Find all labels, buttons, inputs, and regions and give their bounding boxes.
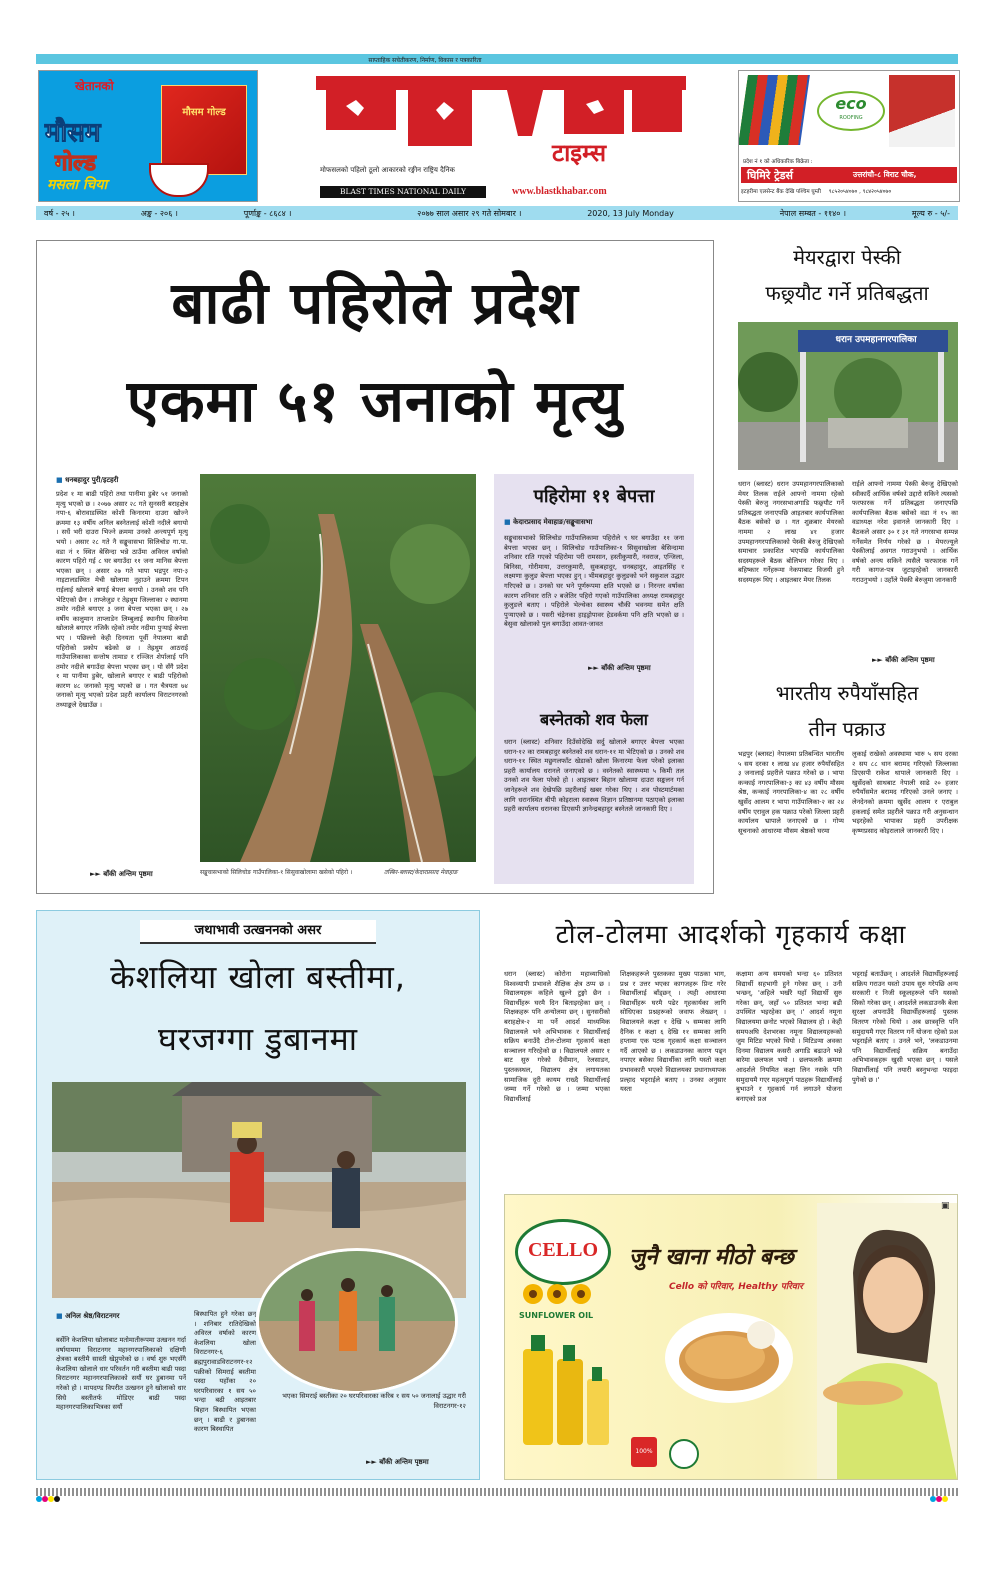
- homework-col2: शिक्षकहरूले पुस्तकका मुख्य पाठका भाग, प्रश्न र उत्तर भएका कागजहरू प्रिन्ट गरेर विद्यार्थीलाई बाँड्छन् । त्यही आधारमा विद्यार्थीहरू घरमै पढेर गृहकार्यका लागि सोधिएका प्रश्नहरूको जवाफ लेख्छन् । विद्यालयले कक्षा १ देखि ५ सम्मका लागि दैनिक र कक्षा ६ देखि ११ सम्मका लागि हप्तामा एक पटक गृहकार्य कक्षा सञ्चालन गर्दै आएको छ । लकडाउनका कारण पढ्न नपाएर बसेका विद्यार्थीका लागि यस्तो कक्षा प्रभावकारी भएको विद्यालयका प्रधानाध्यापक प्रल्हाद भट्टराईले बताए । उनका अनुसार यस्ता: [620, 970, 726, 1094]
- ad-product-1: मौसम: [45, 118, 101, 148]
- eco-logo-sub: ROOFING: [839, 115, 863, 121]
- ad-brand: खेतानको: [75, 79, 114, 93]
- sidebar-body-2: धरान (ब्लास्ट) शनिवार दिउँसोदेखि सर्दु खोलाले बगाएर बेपत्ता भएका धरान-१२ का रामबहादुर बस्नेतको शव धरान-११ मा भेटिएको छ । उनको शव धरान-११ स्थित मछुगलफाँट खेडाको खोला किनारमा फेला परेको इलाका प्रहरी कार्यालय धरानले जनाएको छ । वस्नेतको स्वास्थ्यमा ५ किमी तल उनको शव फेला परेको हो । आइतबार बिहान खोलामा दाउरा सङ्कलन गर्न जानेहरूले शव देखेपछि प्रहरीलाई खबर गरेका थिए । शव पोस्टमार्टमका लागि धरानस्थित बीपी कोइराला स्वास्थ्य विज्ञान प्रतिष्ठानमा पठाएको इलाका प्रहरी कार्यालय धरानका डिएसपी ज्ञानेन्द्रबहादुर बस्नेतले जानकारी दिए ।: [504, 738, 684, 814]
- lead-byline: ■ धनबहादुर पुरी/इटहरी: [56, 476, 118, 485]
- rupee-headline-line2: तीन पक्राउ: [808, 717, 886, 741]
- masthead-english-name: BLAST TIMES NATIONAL DAILY: [320, 186, 486, 198]
- flood-inset-art: [259, 1251, 455, 1391]
- ad-company-strip: [741, 167, 957, 183]
- rupee-body-col2: लुकाई राखेको अवस्थामा भारु ५ सय दरका २ सय ८८ थान बरामद गरिएको जिल्लाका डिएसपी राकेश थापाले जानकारी दिए । खुर्सेदको साथबाट नेपाली साढे २० हजार रुपैयाँसमेत बरामद गरिएको उनले जनाए । लेनदेनको क्रममा खुर्सेद आलम र एराबुल हकलाई समेत प्रहरीले पक्राउ गरी अनुसन्धान भइरहेको भापाका प्रहरी उपरीक्षक कृष्णप्रसाद कोइरालाले जानकारी दिए ।: [852, 750, 958, 835]
- masthead-logo: [316, 66, 686, 166]
- lead-body: प्रदेश १ मा बाढी पहिरो तथा पानीमा डुबेर ५१ जनाको मृत्यु भएको छ । २०७७ असार २८ गते सुनसरी बराहक्षेत्र नपा-६ बोरावाडस्थित कोशी किनारमा दाउरा खोज्ने क्रममा १३ वर्षीय अनिल बस्नेतलाई कोशी नदीले बगायो । सधैं भरी दाउरा भिज्ने क्रममा उनको अन्त्यपूर्ण मृत्यु भयो । असार २८ गते नै सङ्खुवासभा सिलिचोङ गा.पा. वडा नं १ स्थित बेसिन्दा भन्ने ठाउँमा अविरल वर्षाको कारण पहिरो गई ८ घर बगाउँदा ११ जना मानिस बेपत्ता भएका छन् । असार २७ गते भापा भद्रपुर नपा-३ नाइटालडस्थित मेची खोलामा नुहाउने क्रममा टिपन राईलाई खोलाले बगाई बेपत्ता बनायो । उनको शव पनि भेटिएको छैन । ताप्लेजुङ र तेह्रथुम जिल्लाका २ स्थानमा तमोर नदीले बगाएर ३ जना बेपत्ता भएका छन् । २७ वर्षीय कालुमान ताप्लाडेन लिम्बुलाई स्थानीय सिजनेमा खोलाले बगाएर नजिकै रहेको तमोर नदीमा पुऱ्याई बेपत्ता भए । पछिल्लो केही दिनयता पूर्वी नेपालमा बाढी पहिरोको प्रकोप बढेको छ । तेह्रथुम आठराई गाउँपालिकाका सन्तोष तामाङ र रञ्जित शेर्पालाई पनि तमोर नदीले बगाउँदा बेपत्ता भएका छन् । यो सँगै प्रदेश १ मा पानीमा डुबेर, खोलाले बगाएर र बाढी पहिरोको कारण ४८ जनाको मृत्यु भएको छ । गत चैत्रयता ७४ जनाको मृत्यु भएको प्रदेश प्रहरी कार्यालय विराटनगरको तथ्याङ्कले देखाउँछ ।: [56, 490, 188, 710]
- tea-pack: [161, 85, 247, 175]
- flood-inset-photo: [256, 1248, 458, 1394]
- eco-logo-text: eco: [835, 94, 867, 113]
- mayor-headline-line1: मेयरद्वारा पेस्की: [793, 245, 901, 269]
- english-date: 2020, 13 July Monday: [587, 208, 674, 218]
- cello-slogan: जुनै खाना मीठो बन्छ: [629, 1244, 794, 1270]
- logo-art: [316, 66, 686, 166]
- mayor-body-col1: धरान (ब्लास्ट) धरान उपमहानगरपालिकाको मेयर तिलक राईले आफ्नो नाममा रहेको पेस्की बेरुजु नगरसभाअगाडि फछ्र्यौट गर्ने प्रतिबद्धता जनाएपछि आइतबार कार्यपालिका बैठक बसेको छ । गत शुक्रबार मेयरको नाममा २ लाख ४१ हजार उपमहानगरपालिकाको पेस्की बेरुजु देखिएको समाचार प्रकाशित भएपछि कार्यपालिका सदस्यहरूले बैठक बोलिभन गरेका थिए । बहिष्कार गर्नेहरूमा नेकपाबाट विजयी हुने सदस्यहरू थिए । आइतबार मेयर तिलक: [738, 480, 844, 584]
- homework-col4: भट्टराई बताउँछन् । आदर्शले विद्यार्थीहरूलाई सक्रिय गराउन यस्तो उपाय सुरु गरेपछि अन्य सरकारी र निजी स्कूलहरूले पनि यसको सिको गरेका छन् । आदर्शले लकडाउनकै बेला सुरक्षा अपनाउँदै विद्यार्थीहरूलाई पुस्तक वितरण गरेको थियो । अब छात्रवृत्ति पनि समुदायमै गएर वितरण गर्ने योजना रहेको प्रअ भट्टराईले बताए । उनले भने, 'लकडाउनमा पनि विद्यार्थीलाई सक्रिय बनाउँदा अभिभावकहरू खुसी भएका छन् । यसले विद्यार्थीलाई पनि तयारी बस्नुभन्दा फाइदा पुगेको छ ।': [852, 970, 958, 1084]
- flood-body-col3: भएका सिमराई बस्तीका २० घरपरिवारका करिब १ सय ५० जनालाई उद्धार गरी विराटनगर-१२: [282, 1392, 466, 1410]
- tea-pack-label: मौसम गोल्ड: [182, 107, 226, 118]
- cello-advert[interactable]: [504, 1194, 958, 1480]
- landslide-photo: [200, 474, 476, 862]
- oil-bottles: [517, 1329, 613, 1449]
- flood-body-col1: बर्सेनि केशलिया खोलाबाट मतोमातीरूपमा उत्खनन गर्दा वर्षायाममा विराटनगर महानगरपालिकाको दक्षिणी क्षेत्रका बस्तीमै सास्ती खेप्नुपरेको छ । वर्षा शुरु भएसँगै केशलिया खोलाले धार परिवर्तन गरी बस्तीमा बाढी पस्दा विराटनगर महानगरपालिकाको सयौं घर डुबानमा पर्ने गरेको हो । मापदण्ड विपरीत उत्खनन हुने खोलाको धार सिधै बस्तीतर्फ मोडिएर बाढी पस्दा महानगरपालिकाभित्रका सयौं: [56, 1336, 186, 1412]
- price: मूल्य रु - ५/-: [911, 208, 950, 218]
- ad-company-location: उत्तरांचौ-८ विराट चौक,: [853, 170, 917, 179]
- ad-dealer-line: प्रदेश नं १ को अधिकारिक बिक्रेता :: [743, 159, 813, 165]
- sidebar-title-2: बस्नेतको शव फेला: [540, 710, 648, 729]
- food-plate: [665, 1313, 793, 1403]
- date-bar: [36, 206, 958, 220]
- cello-logo-text: CELLO: [527, 1239, 599, 1261]
- nepal-sambat: नेपाल सम्बत - ११४० ।: [779, 208, 847, 218]
- issue-number: अङ्क - २०६ ।: [140, 208, 178, 218]
- ad-product-2: गोल्ड: [55, 151, 96, 176]
- color-dots-right: [930, 1487, 948, 1506]
- square-icon: ▣: [941, 1201, 950, 1211]
- color-dots-left: [36, 1487, 60, 1506]
- office-sign: धरान उपमहानगरपालिका: [835, 335, 917, 345]
- nepali-date: २०७७ साल असार २९ गते सोमबार ।: [417, 208, 522, 218]
- lead-headline-line2: एकमा ५१ जनाको मृत्यु: [126, 367, 624, 435]
- mayor-headline-line2: फछ्र्यौट गर्ने प्रतिबद्धता: [765, 281, 929, 305]
- sidebar-byline: ■ केदारप्रसाद मेवाहाङ/सङ्खुवासभा: [504, 518, 592, 527]
- ad-address: इटहरीमा एलसेन्ट बैंक देखि पश्चिम घुम्ती: [741, 189, 821, 195]
- logo-text: [316, 66, 317, 67]
- rupee-headline-line1: भारतीय रुपैयाँसहित: [775, 681, 919, 705]
- sunflower-icon: [519, 1283, 609, 1305]
- flood-continued-text: बाँकी अन्तिम पृष्ठमा: [379, 1458, 429, 1466]
- lead-photo-credit: तस्बिर-ब्लास्ट/केदारप्रसाद मेवाहाङ: [384, 869, 458, 876]
- cert-icon: [669, 1439, 699, 1469]
- flood-byline: ■ अनिल श्रेष्ठ/विराटनगर: [56, 1312, 120, 1321]
- lead-headline-line1: बाढी पहिरोले प्रदेश: [171, 269, 579, 337]
- flood-body-col2: बिस्थापित हुने गरेका छन् । शनिबार रातिदेखिको अविरल वर्षाको कारण केशलिया खोला विराटनगर-६ ब्रह्मपुरावाडविराटनगर-१२ पक्रीको सिमराई बस्तीमा पस्दा यहाँका २० घरपरिवारका १ सय ५० भन्दा बढी आइतबार बिहान बिस्थापित भएका छन् । बाढी र डुबानका कारण बिस्थापित: [194, 1310, 256, 1434]
- logo-subtitle: टाइम्स: [552, 139, 607, 167]
- lead-photo-caption: सङ्खुवासभाको सिलिचोङ गाउँपालिका-१ सिसुवाखोलामा खसेको पहिरो ।: [200, 869, 353, 876]
- model-photo: [817, 1203, 957, 1479]
- tea-cup: [149, 163, 209, 197]
- cello-logo: [515, 1219, 611, 1285]
- masthead-topline: साप्ताहिक सचेतीकरण, निर्माण, विकास र पत्रकारिता: [368, 57, 482, 64]
- quality-badge: 100%: [631, 1437, 657, 1467]
- homework-headline: टोल-टोलमा आदर्शको गृहकार्य कक्षा: [555, 920, 907, 950]
- ad-address-row: [741, 187, 957, 195]
- eco-logo: [817, 91, 885, 131]
- sidebar-title: पहिरोमा ११ बेपत्ता: [533, 486, 655, 507]
- sidebar-body: सङ्खुवासभाको सिलिचोङ गाउँपालिकामा पहिरोले ९ घर बगाउँदा ११ जना बेपत्ता भएका छन् । सिलिचोङ गाउँपालिका-१ सिसुवाखोला बेसिन्दामा शनिवार राति गएको पहिरोमा परी रामसान, हस्तीकुमारी, नवराज, एन्जिला, बिनिसा, गोरीमाया, उत्तरकुमारी, सुकबहादुर, धनबहादुर, आइतसिंह र लक्ष्मणा कुलुङ बेपत्ता भएका हुन् । भीमबहादुर कुलुङको भने सकुशल उद्धार गरिएको छ । उनको घर भने पूर्णरूपमा क्षति भएको छ । निरन्तर वर्षाका कारण शनिवार राति २ बजेतिर पहिरो गएको गाउँपालिका अध्यक्ष रामबहादुर कुलुङले बताए । पहिरोले भेल्थेका स्वास्थ्य चौकी भवनमा समेत क्षति पुऱ्याएको छ । यसरी चंद्रेनका हाइड्रोपावर हेडवर्कमा पनि क्षति भएको छ । बेसुवा खोलाको पुल बगाउँदा आवत-जावत: [504, 534, 684, 629]
- flood-continued[interactable]: ►► बाँकी अन्तिम पृष्ठमा: [366, 1458, 429, 1466]
- flood-headline-line1: केशलिया खोला बस्तीमा,: [110, 958, 406, 996]
- landslide-photo-art: [200, 474, 476, 862]
- volume-year: वर्ष - २५ ।: [44, 208, 75, 218]
- homework-col3: कक्षामा अन्य समयको भन्दा ६० प्रतिशत विद्यार्थी सहभागी हुने गरेका छन् । उनी भन्छन्, 'अहिले भर्खरै यहाँ विद्यार्थी सुरु गरेका छन्, जहाँ ५० प्रतिशत भन्दा बढी उपस्थित भइरहेका छन् ।' आदर्श नमूना विद्यालयमा छनोट भएको विद्यालय हो । केही समयअघि देशभरका नमूना विद्यालयहरूको जुम मिटिङ भएको थियो । मिटिङमा अवका दिनमा विद्यालय कसरी अगाडि बढाउने भन्ने बारेमा छलफल भयो । छलफलकै क्रममा आदर्शले नियमित कक्षा लिन नसके पनि समुदायमै गएर महत्वपूर्ण पाठहरू विद्यार्थीलाई बुभाउने र गृहकार्य गर्न लगाउने योजना बनाएको प्रअ: [736, 970, 842, 1103]
- ad-product-3: मसला चिया: [47, 177, 108, 193]
- cello-product: SUNFLOWER OIL: [519, 1311, 594, 1320]
- lead-continued[interactable]: ►► बाँकी अन्तिम पृष्ठमा: [90, 870, 153, 878]
- masthead-website[interactable]: www.blastkhabar.com: [512, 186, 607, 197]
- right-advert[interactable]: [738, 70, 960, 202]
- mayor-body-col2: राईले आफ्नो नाममा पेस्की बेरुजु देखिएको स्वीकार्दै आर्थिक वर्षको उद्दारो सकिने त्यसको फरफारक गर्ने प्रतिबद्धता जनाएपछि कार्यपालिका बैठक बसेको वडा नं १५ का वडाध्यक्ष नरेश इवानले जानकारी दिए । बैठकले असार ३० र ३१ गते नगरसभा सम्पन्न गर्नेसमेत निर्णय गरेको छ । मेयरज्यूले पेस्कीलाई अवगत गराउनुभयो । आर्थिक वर्षको अन्त्य सकिने त्यसैले फरफारक गर्ने गरी कागज-पत्र जुटाइरहेको जानकारी गराउनुभयो । उहाँले पेस्की बेरुजुमा जानकारी: [852, 480, 958, 584]
- municipality-office-photo: [738, 322, 958, 470]
- roof-house-photo: [889, 75, 955, 147]
- registration-strip: [36, 1488, 958, 1496]
- homework-col1: धरान (ब्लास्ट) कोरोना महाव्याधिको विश्वव्यापी प्रभावले शैक्षिक क्षेत्र ठप्प छ । विद्यालयहरू कहिले खुल्ने टुङ्गो छैन । विद्यार्थीहरू घरमै दिन बिताइरहेका छन् । शिक्षकहरू पनि अन्योलमा छन् । सुनसरीको बराहक्षेत्र-२ मा पर्ने आदर्श माध्यमिक विद्यालयले भने अभिभावक र विद्यार्थीलाई सक्रिय बनाउँदै टोल-टोलमा गृहकार्य कक्षा सञ्चालन गरिरहेको छ । विद्यालयले असार १ बाट सुरु गरेको दैवीमान, रेलसाडन, पुस्तकस्थल, विद्यालय क्षेत्र लगायतका सामाजिक दूरी कायम राख्दै विद्यार्थीलाई जम्मा गर्ने गरेको छ । जम्मा भएका विद्यार्थीलाई: [504, 970, 610, 1103]
- flood-kicker: जथाभावी उत्खननको असर: [140, 920, 376, 944]
- left-advert[interactable]: [38, 70, 258, 202]
- mayor-continued-text: बाँकी अन्तिम पृष्ठमा: [885, 656, 935, 664]
- sidebar-continued-text: बाँकी अन्तिम पृष्ठमा: [601, 664, 651, 672]
- sidebar-continued[interactable]: ►► बाँकी अन्तिम पृष्ठमा: [588, 664, 651, 672]
- masthead-tagline: मोफसलको पहिलो ठूलो आकारको रङ्गीन राष्ट्रिय दैनिक: [320, 166, 455, 174]
- mayor-continued[interactable]: ►► बाँकी अन्तिम पृष्ठमा: [872, 656, 935, 664]
- lead-continued-text: बाँकी अन्तिम पृष्ठमा: [103, 870, 153, 878]
- roof-sample-tiles: [738, 75, 810, 145]
- ad-company-name: घिमिरे ट्रेडर्स: [747, 169, 793, 182]
- cello-subslogan: Cello को परिवार, Healthy परिवार: [669, 1282, 803, 1292]
- total-issue: पूर्णाङ्क - ८६८४ ।: [243, 208, 292, 218]
- flood-headline-line2: घरजग्गा डुबानमा: [157, 1020, 359, 1058]
- rupee-body-col1: भद्रपुर (ब्लास्ट) नेपालमा प्रतिबन्धित भारतीय ५ सय दरका १ लाख ४४ हजार रुपैयाँसहित ३ जनालाई प्रहरीले पक्राउ गरेको छ । भापा कन्काई नगरपालिका-३ का ४३ वर्षीय मौसम श्रेष्ठ, कन्काई नगरपालिका-४ का २८ वर्षीय खुर्सेद आलम र भापा गाउँपालिका-२ का २४ वर्षीय एरावुल हक पक्राउ परेको जिल्ला प्रहरी कार्यालय भ्रापाले जनाएको छ । गोप्य सूचनाको आधारमा मौसम श्रेष्ठको घरमा: [738, 750, 844, 835]
- ad-phone: ९८५२०५४०७० , ९८४२०५४०७०: [828, 189, 892, 195]
